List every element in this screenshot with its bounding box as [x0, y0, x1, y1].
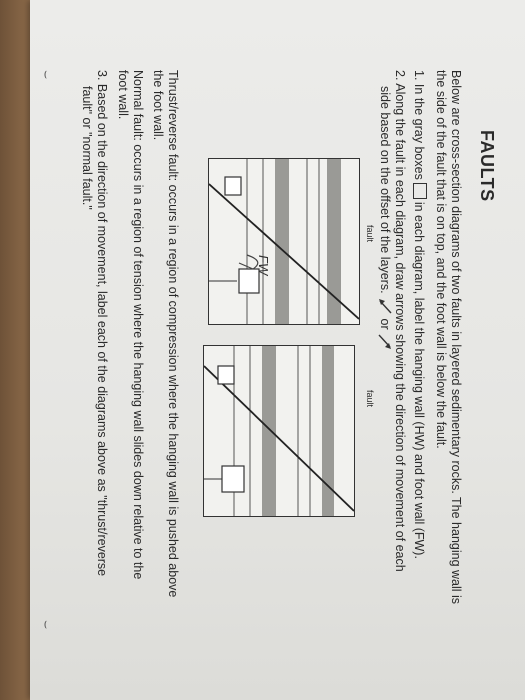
question-3-text: Based on the direction of movement, label each of the diagrams above as "thrust/reverse	[95, 83, 109, 577]
question-2-line-2	[377, 86, 392, 351]
shaded-layer	[275, 159, 289, 324]
question-1	[411, 70, 427, 559]
thrust-definition-line-2: the foot wall.	[151, 70, 165, 141]
question-1-text-before: In the gray boxes	[412, 83, 426, 180]
fault-label-left: fault	[365, 225, 375, 243]
fault-diagram-left	[208, 158, 360, 325]
table-surface	[0, 0, 30, 700]
label-box	[222, 466, 244, 492]
handwritten-label: FW	[256, 255, 271, 276]
margin-bracket-mark: ⌣	[39, 620, 55, 630]
fault-diagram-left-drawing	[209, 159, 359, 324]
page-title: FAULTS	[477, 130, 497, 202]
fault-label-right: fault	[365, 390, 375, 408]
fault-diagram-right-drawing	[204, 346, 354, 516]
intro-line-1: Below are cross-section diagrams of two faults in layered sedimentary rocks. The hanging wall is	[449, 70, 463, 605]
worksheet-paper	[30, 0, 525, 700]
fault-diagram-right	[203, 345, 355, 517]
question-1-text-after: in each diagram, label the hanging wall (HW) and foot wall (FW).	[412, 201, 426, 559]
normal-definition-line-2: foot wall.	[116, 70, 130, 120]
question-3-number: 3.	[95, 70, 109, 81]
label-box	[218, 366, 234, 384]
arrow-up-right-icon	[378, 333, 392, 351]
thrust-definition-line-1: Thrust/reverse fault: occurs in a region of compression where the hanging wall is pushed above	[166, 70, 180, 598]
shaded-layer	[262, 346, 276, 516]
label-box	[225, 177, 241, 195]
margin-bracket-mark: ⌣	[39, 70, 55, 80]
normal-definition-line-1: Normal fault: occurs in a region of tension where the hanging wall slides down relative to the	[131, 70, 145, 580]
question-2-line-1	[392, 70, 407, 572]
handwritten-arrow	[239, 255, 258, 269]
question-2-text-end: side based on the offset of the layers.	[378, 86, 392, 294]
arrow-down-left-icon	[378, 297, 392, 315]
rotated-page-content	[30, 0, 525, 700]
question-3-line-2: fault" or "normal fault."	[80, 86, 94, 210]
gray-box-sample	[413, 183, 427, 199]
question-1-number: 1.	[412, 70, 426, 81]
intro-line-2: the side of the fault that is on top, and the foot wall is below the fault.	[434, 70, 448, 449]
question-2-or: or	[378, 318, 392, 330]
question-2-number: 2.	[393, 70, 407, 81]
question-2-text: Along the fault in each diagram, draw arrows showing the direction of movement of each	[393, 83, 407, 572]
question-3-line-1	[94, 70, 109, 576]
shaded-layer	[327, 159, 341, 324]
